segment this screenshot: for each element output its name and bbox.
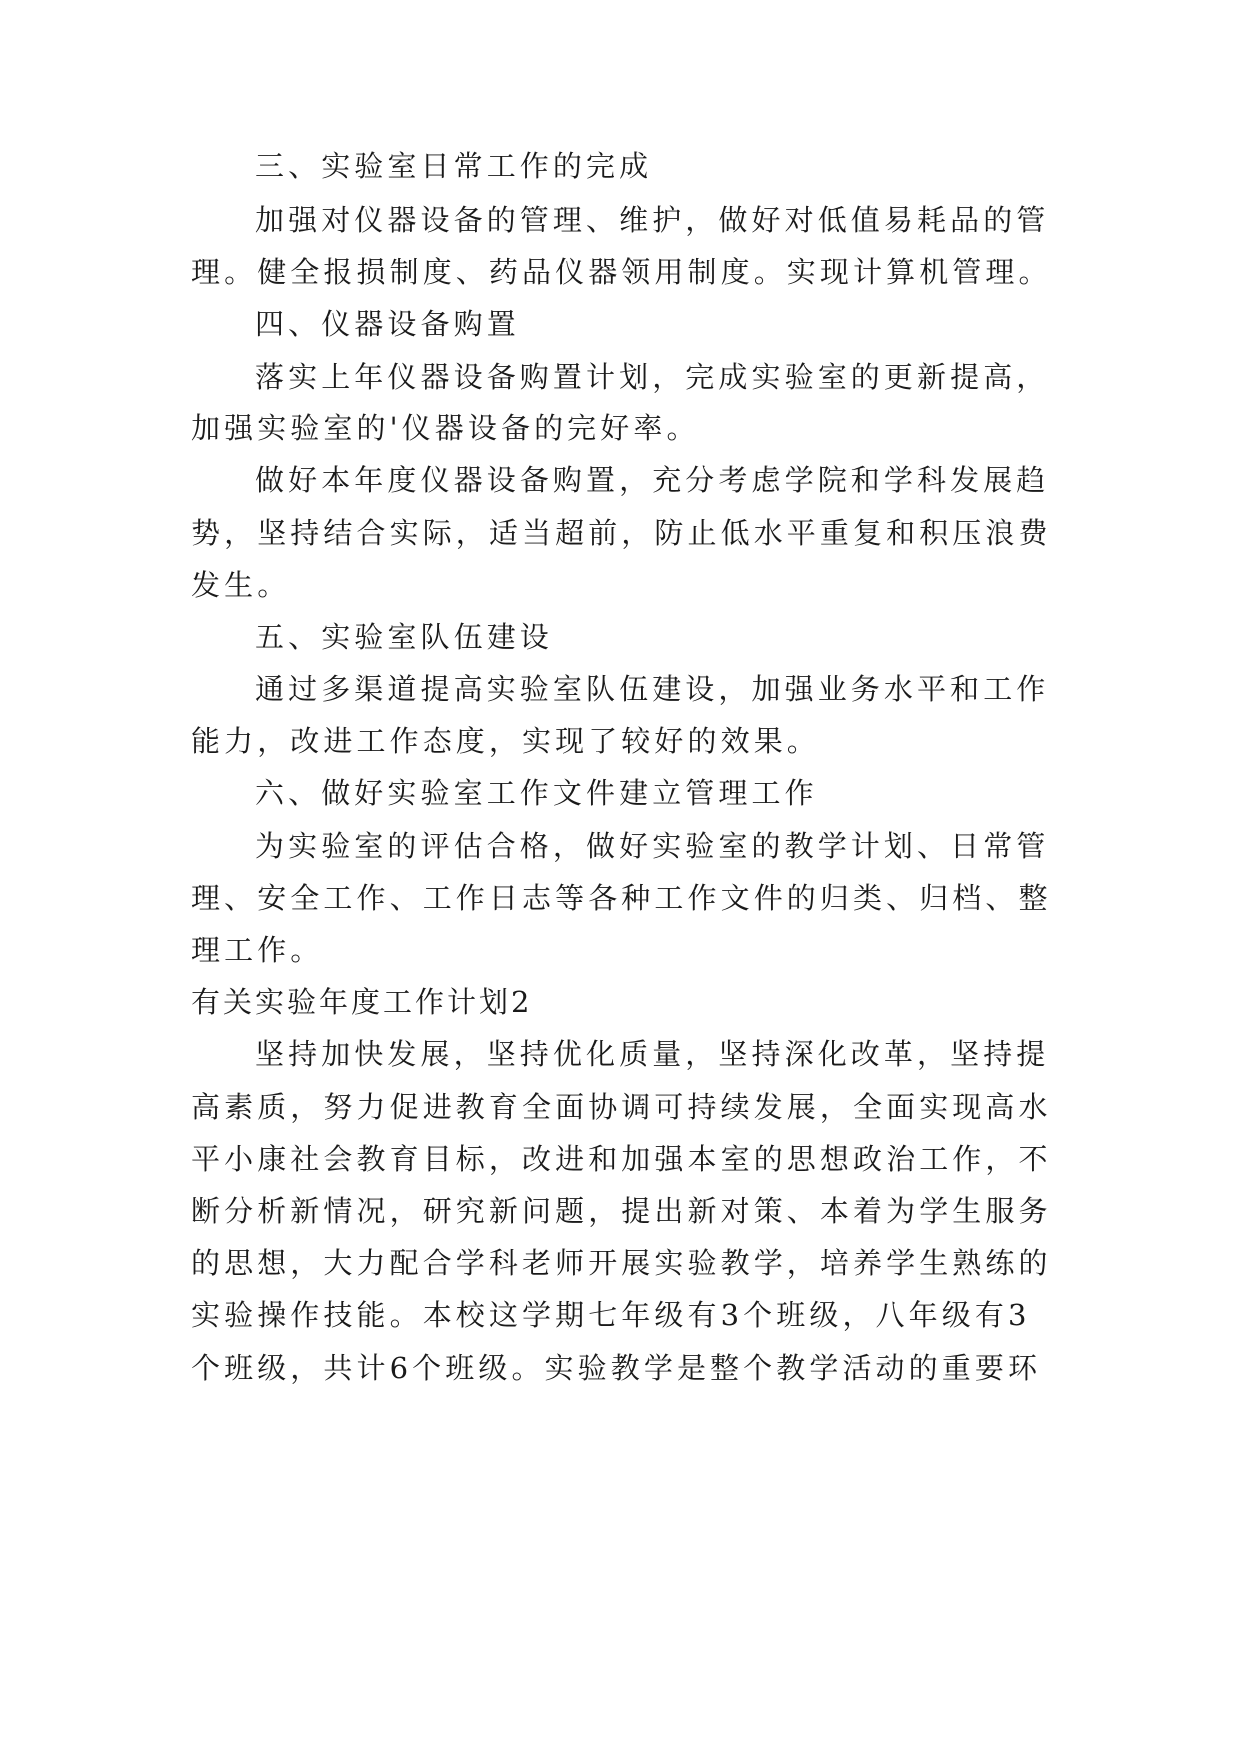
section-heading-4: 四、仪器设备购置	[255, 307, 520, 341]
section-heading-6: 六、做好实验室工作文件建立管理工作	[255, 776, 818, 810]
paragraph-line: 做好本年度仪器设备购置，充分考虑学院和学科发展趋	[255, 463, 1050, 497]
paragraph-line: 坚持加快发展，坚持优化质量，坚持深化改革，坚持提	[255, 1037, 1050, 1071]
section-heading-5: 五、实验室队伍建设	[255, 620, 553, 654]
paragraph-line: 发生。	[191, 568, 291, 602]
paragraph-line: 个班级，共计6个班级。实验教学是整个教学活动的重要环	[191, 1351, 1042, 1385]
section-heading-3: 三、实验室日常工作的完成	[255, 149, 653, 183]
paragraph-line: 为实验室的评估合格，做好实验室的教学计划、日常管	[255, 829, 1050, 863]
paragraph-line: 加强实验室的'仪器设备的完好率。	[191, 411, 700, 445]
paragraph-line: 加强对仪器设备的管理、维护，做好对低值易耗品的管	[255, 203, 1050, 237]
paragraph-line: 能力，改进工作态度，实现了较好的效果。	[191, 724, 820, 758]
paragraph-line: 势，坚持结合实际，适当超前，防止低水平重复和积压浪费	[191, 516, 1052, 550]
paragraph-line: 理工作。	[191, 933, 324, 967]
paragraph-line: 断分析新情况，研究新问题，提出新对策、本着为学生服务	[191, 1194, 1052, 1228]
document-title: 有关实验年度工作计划2	[191, 985, 533, 1019]
paragraph-line: 平小康社会教育目标，改进和加强本室的思想政治工作，不	[191, 1142, 1052, 1176]
paragraph-line: 理。健全报损制度、药品仪器领用制度。实现计算机管理。	[191, 255, 1052, 289]
paragraph-line: 的思想，大力配合学科老师开展实验教学，培养学生熟练的	[191, 1246, 1052, 1280]
paragraph-line: 落实上年仪器设备购置计划，完成实验室的更新提高，	[255, 360, 1050, 394]
paragraph-line: 实验操作技能。本校这学期七年级有3个班级，八年级有3	[191, 1298, 1031, 1332]
paragraph-line: 通过多渠道提高实验室队伍建设，加强业务水平和工作	[255, 672, 1050, 706]
paragraph-line: 高素质，努力促进教育全面协调可持续发展，全面实现高水	[191, 1090, 1052, 1124]
paragraph-line: 理、安全工作、工作日志等各种工作文件的归类、归档、整	[191, 881, 1052, 915]
